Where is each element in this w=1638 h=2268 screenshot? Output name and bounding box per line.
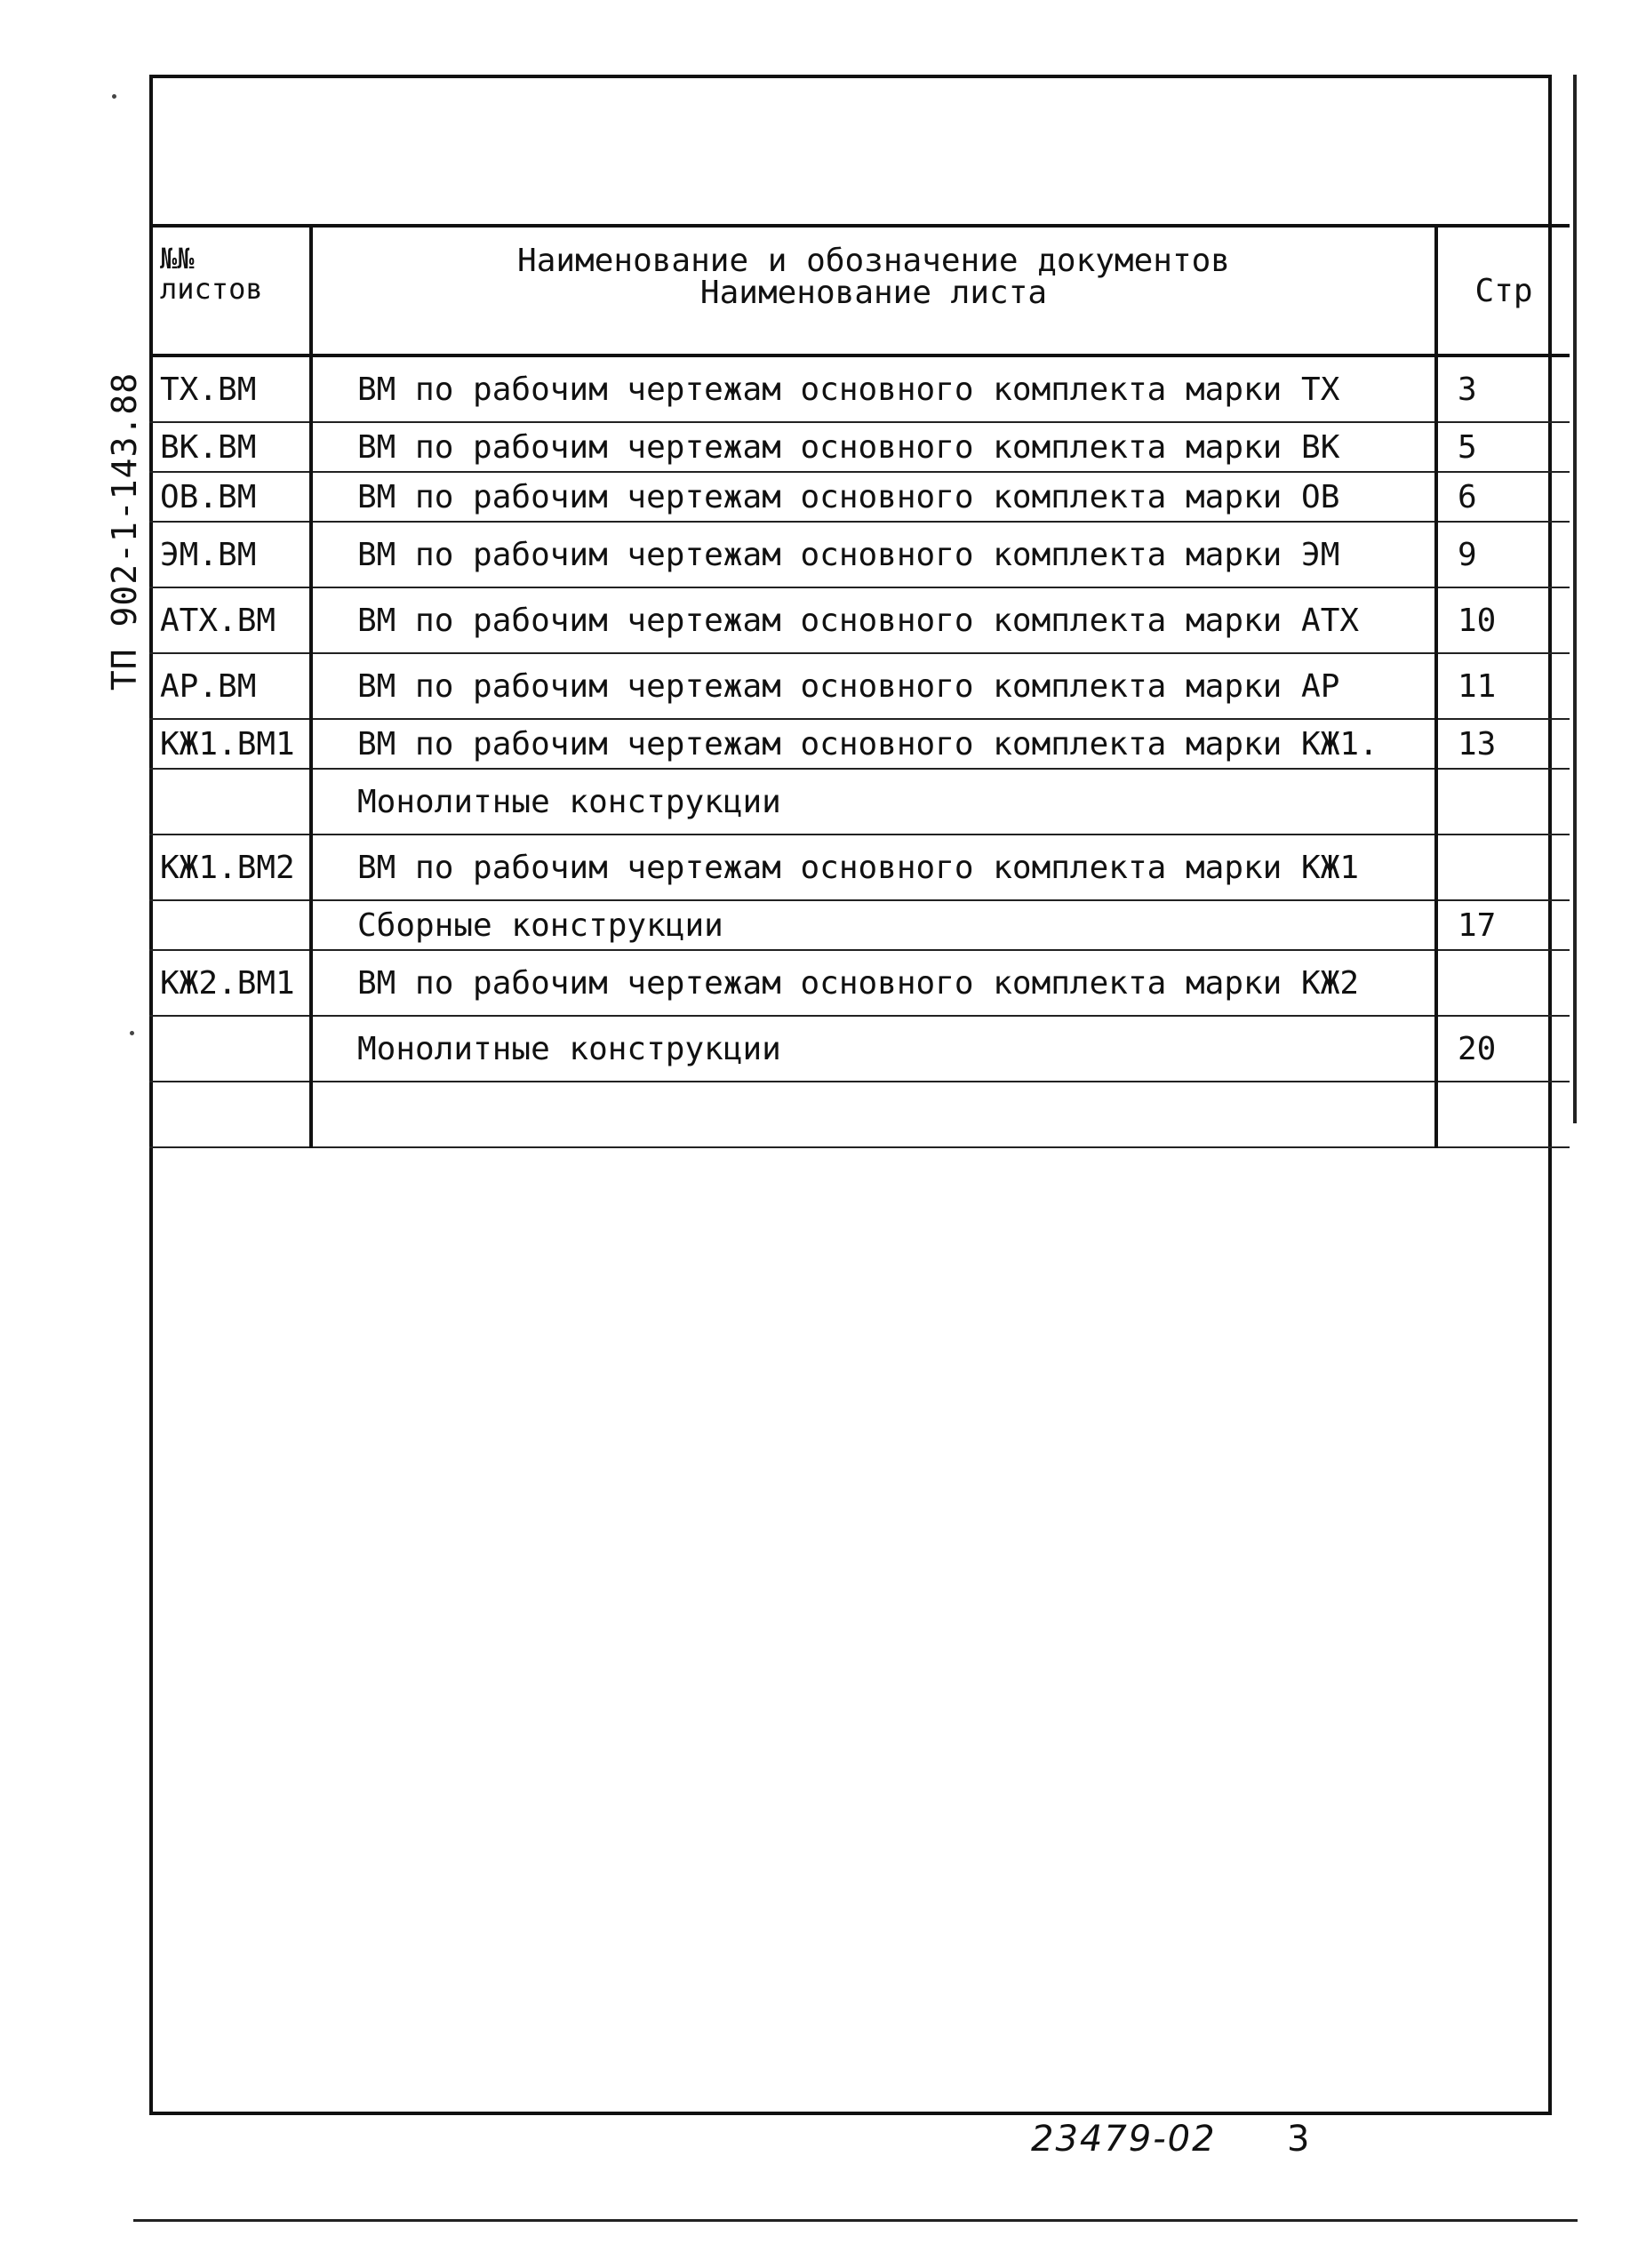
- row-sheet-code: [149, 900, 311, 950]
- frame-edge: [1573, 75, 1577, 1123]
- table-row: [149, 587, 1570, 653]
- table-row: [149, 472, 1570, 522]
- row-page: 6: [1436, 472, 1570, 522]
- row-document-name: ВМ по рабочим чертежам основного комплекта марки ОВ: [311, 472, 1436, 522]
- row-page: 17: [1436, 900, 1570, 950]
- table-header-row: [149, 226, 1570, 355]
- scan-speck: [112, 94, 116, 99]
- row-document-name: ВМ по рабочим чертежам основного комплекта марки ЭМ: [311, 522, 1436, 587]
- row-sheet-code: ТХ.ВМ: [149, 355, 311, 422]
- row-document-name: [311, 1082, 1436, 1147]
- row-document-name: Монолитные конструкции: [311, 769, 1436, 835]
- table-row: [149, 653, 1570, 719]
- scan-speck: [130, 1031, 134, 1035]
- row-page: 9: [1436, 522, 1570, 587]
- row-sheet-code: [149, 1082, 311, 1147]
- row-page: [1436, 769, 1570, 835]
- table-row: [149, 900, 1570, 950]
- row-sheet-code: ОВ.ВМ: [149, 472, 311, 522]
- row-sheet-code: КЖ1.ВМ2: [149, 835, 311, 900]
- row-document-name: ВМ по рабочим чертежам основного комплекта марки АР: [311, 653, 1436, 719]
- row-page: [1436, 835, 1570, 900]
- table-row: [149, 769, 1570, 835]
- header-sheet-numbers-mark: №№: [160, 242, 195, 276]
- row-page: [1436, 1082, 1570, 1147]
- row-page: 13: [1436, 719, 1570, 769]
- document-index-table: [149, 224, 1570, 1148]
- row-document-name: Сборные конструкции: [311, 900, 1436, 950]
- header-document-name-line1: Наименование и обозначение документов: [517, 243, 1230, 279]
- row-page: 20: [1436, 1016, 1570, 1082]
- table-row: [149, 355, 1570, 422]
- header-document-name-line2: Наименование листа: [699, 275, 1048, 311]
- header-page: Стр: [1436, 226, 1570, 355]
- row-page: 10: [1436, 587, 1570, 653]
- row-sheet-code: КЖ1.ВМ1: [149, 719, 311, 769]
- row-sheet-code: АР.ВМ: [149, 653, 311, 719]
- row-sheet-code: [149, 1016, 311, 1082]
- row-sheet-code: ЭМ.ВМ: [149, 522, 311, 587]
- table-row: [149, 1082, 1570, 1147]
- table-row: [149, 1016, 1570, 1082]
- header-sheet-numbers: [149, 226, 311, 355]
- table-row: [149, 835, 1570, 900]
- row-page: 11: [1436, 653, 1570, 719]
- row-sheet-code: [149, 769, 311, 835]
- row-document-name: ВМ по рабочим чертежам основного комплекта марки КЖ1: [311, 835, 1436, 900]
- row-page: 5: [1436, 422, 1570, 472]
- table-row: [149, 522, 1570, 587]
- row-page: 3: [1436, 355, 1570, 422]
- page-number: 3: [1287, 2119, 1310, 2160]
- side-code-text: ТП 902-1-143.88: [105, 371, 144, 691]
- row-document-name: ВМ по рабочим чертежам основного комплекта марки КЖ2: [311, 950, 1436, 1016]
- row-document-name: ВМ по рабочим чертежам основного комплекта марки ВК: [311, 422, 1436, 472]
- row-sheet-code: КЖ2.ВМ1: [149, 950, 311, 1016]
- row-page: [1436, 950, 1570, 1016]
- table-row: [149, 950, 1570, 1016]
- row-document-name: ВМ по рабочим чертежам основного комплекта марки АТХ: [311, 587, 1436, 653]
- row-sheet-code: АТХ.ВМ: [149, 587, 311, 653]
- header-document-name: [311, 226, 1436, 355]
- row-document-name: Монолитные конструкции: [311, 1016, 1436, 1082]
- row-document-name: ВМ по рабочим чертежам основного комплекта марки КЖ1.: [311, 719, 1436, 769]
- table-row: [149, 719, 1570, 769]
- row-document-name: ВМ по рабочим чертежам основного комплекта марки ТХ: [311, 355, 1436, 422]
- document-number: 23479-02: [1031, 2119, 1217, 2160]
- header-sheet-numbers-label: листов: [160, 272, 263, 306]
- table-row: [149, 422, 1570, 472]
- row-sheet-code: ВК.ВМ: [149, 422, 311, 472]
- bottom-rule: [133, 2219, 1578, 2222]
